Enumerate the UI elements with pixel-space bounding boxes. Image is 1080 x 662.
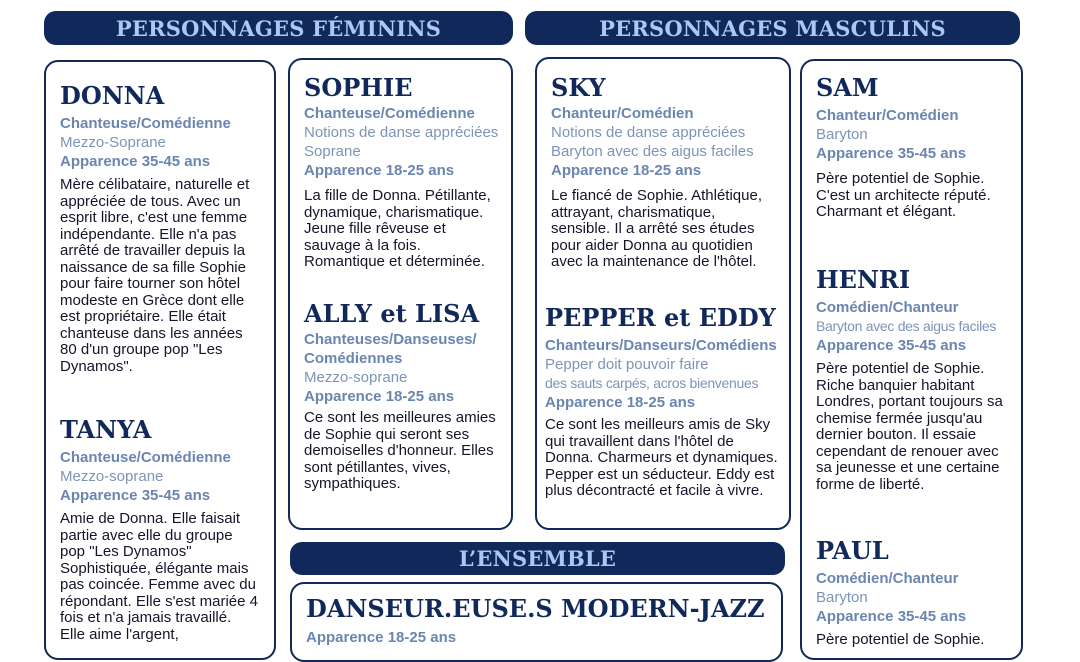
character-role: Chanteuse/Comédienne — [60, 115, 231, 132]
character-description: La fille de Donna. Pétillante, dynamique, charismatique. Jeune fille rêveuse et sauvage à la fois. Romantique et déterminée. — [304, 187, 491, 270]
character-age: Apparence 35-45 ans — [816, 608, 967, 625]
character-role: Chanteuses/Danseuses/ Comédiennes — [304, 331, 477, 367]
character-description: Père potentiel de Sophie. — [816, 631, 985, 648]
character-description: Ce sont les meilleures amies de Sophie qui seront ses demoiselles d'honneur. Elles sont pétillantes, vives, sympathiques. — [304, 409, 496, 492]
character-name: SAM — [816, 73, 879, 102]
header-masculins-label: PERSONNAGES MASCULINS — [599, 15, 946, 41]
character-age: Apparence 18-25 ans — [304, 162, 455, 179]
character-voice: Soprane — [304, 143, 361, 160]
character-description: Amie de Donna. Elle faisait partie avec elle du groupe pop "Les Dynamos" Sophistiquée, élégante mais pas coincée. Femme avec du répondant. Elle s'est mariée 4 fois et n'a jamais travaillé. Elle aime l'argent, — [60, 510, 258, 643]
character-sophie — [304, 74, 497, 271]
character-paul — [816, 537, 1015, 649]
card-sam-henri-paul — [800, 59, 1023, 660]
character-name: TANYA — [60, 415, 152, 444]
ensemble-danseurs — [306, 595, 767, 647]
character-role: Comédien/Chanteur — [816, 570, 959, 587]
character-note: Notions de danse appréciées — [304, 124, 499, 141]
card-ensemble — [290, 582, 783, 662]
character-name: PEPPER et EDDY — [545, 303, 776, 332]
character-pepper-eddy — [545, 304, 779, 500]
character-role: Chanteurs/Danseurs/Comédiens — [545, 337, 777, 354]
ensemble-age: Apparence 18-25 ans — [306, 629, 457, 646]
header-feminins-label: PERSONNAGES FÉMININS — [115, 15, 442, 41]
character-tanya — [60, 416, 260, 643]
character-note: Notions de danse appréciées — [551, 124, 746, 141]
character-age: Apparence 18-25 ans — [304, 388, 455, 405]
card-sky-pepper-eddy — [535, 57, 791, 530]
character-name: ALLY et LISA — [304, 299, 480, 328]
card-sophie-ally-lisa — [288, 58, 513, 530]
header-personnages-masculins — [525, 11, 1020, 45]
character-description: Ce sont les meilleurs amis de Sky qui travaillent dans l'hôtel de Donna. Charmeurs et dynamiques. Pepper est un séducteur. Eddy est plus décontracté et facile à vivre. — [545, 416, 778, 499]
character-role: Comédien/Chanteur — [816, 299, 959, 316]
character-description: Père potentiel de Sophie. Riche banquier habitant Londres, portant toujours sa chemise fermée jusqu'au dernier bouton. Il essaie cependant de renouer avec sa jeunesse et une certaine forme de liberté. — [816, 360, 1003, 493]
character-voice: Mezzo-soprane — [304, 369, 408, 386]
character-name: DONNA — [60, 81, 165, 110]
character-voice: Mezzo-Soprane — [60, 134, 166, 151]
ensemble-name: DANSEUR.EUSE.S MODERN-JAZZ — [306, 594, 765, 623]
character-ally-lisa — [304, 300, 501, 493]
character-age: Apparence 35-45 ans — [60, 153, 211, 170]
character-voice: Baryton — [816, 126, 868, 143]
character-henri — [816, 266, 1015, 493]
character-name: HENRI — [816, 265, 911, 294]
character-sam — [816, 74, 1007, 221]
character-name: PAUL — [816, 536, 889, 565]
character-name: SOPHIE — [304, 73, 413, 102]
character-age: Apparence 18-25 ans — [545, 394, 696, 411]
character-role: Chanteuse/Comédienne — [304, 105, 475, 122]
character-age: Apparence 35-45 ans — [816, 337, 967, 354]
character-sky — [551, 74, 775, 271]
header-ensemble-label: L’ENSEMBLE — [458, 546, 617, 571]
character-age: Apparence 35-45 ans — [60, 487, 211, 504]
character-age: Apparence 18-25 ans — [551, 162, 702, 179]
character-role: Chanteuse/Comédienne — [60, 449, 231, 466]
character-voice: Baryton — [816, 589, 868, 606]
character-age: Apparence 35-45 ans — [816, 145, 967, 162]
character-voice: Baryton avec des aigus faciles — [816, 318, 997, 334]
header-personnages-feminins — [44, 11, 513, 45]
character-description: Père potentiel de Sophie. C'est un architecte réputé. Charmant et élégant. — [816, 170, 991, 220]
card-donna-tanya — [44, 60, 276, 660]
character-role: Chanteur/Comédien — [551, 105, 694, 122]
character-description: Le fiancé de Sophie. Athlétique, attrayant, charismatique, sensible. Il a arrêté ses études pour aider Donna au quotidien avec la maintenance de l'hôtel. — [551, 187, 762, 270]
character-voice: Baryton avec des aigus faciles — [551, 143, 754, 160]
character-note: des sauts carpés, acros bienvenues — [545, 375, 759, 391]
character-role: Chanteur/Comédien — [816, 107, 959, 124]
character-description: Mère célibataire, naturelle et appréciée de tous. Avec un esprit libre, c'est une femme indépendante. Elle n'a pas arrêté de travailler depuis la naissance de sa fille Sophie pour faire tourner son hôtel modeste en Grèce dont elle est propriétaire. Elle était chanteuse dans les années 80 d'un groupe pop "Les Dynamos". — [60, 176, 250, 375]
character-donna — [60, 82, 260, 375]
character-note: Pepper doit pouvoir faire — [545, 356, 709, 373]
character-voice: Mezzo-soprane — [60, 468, 164, 485]
character-name: SKY — [551, 73, 606, 102]
header-ensemble — [290, 542, 785, 575]
